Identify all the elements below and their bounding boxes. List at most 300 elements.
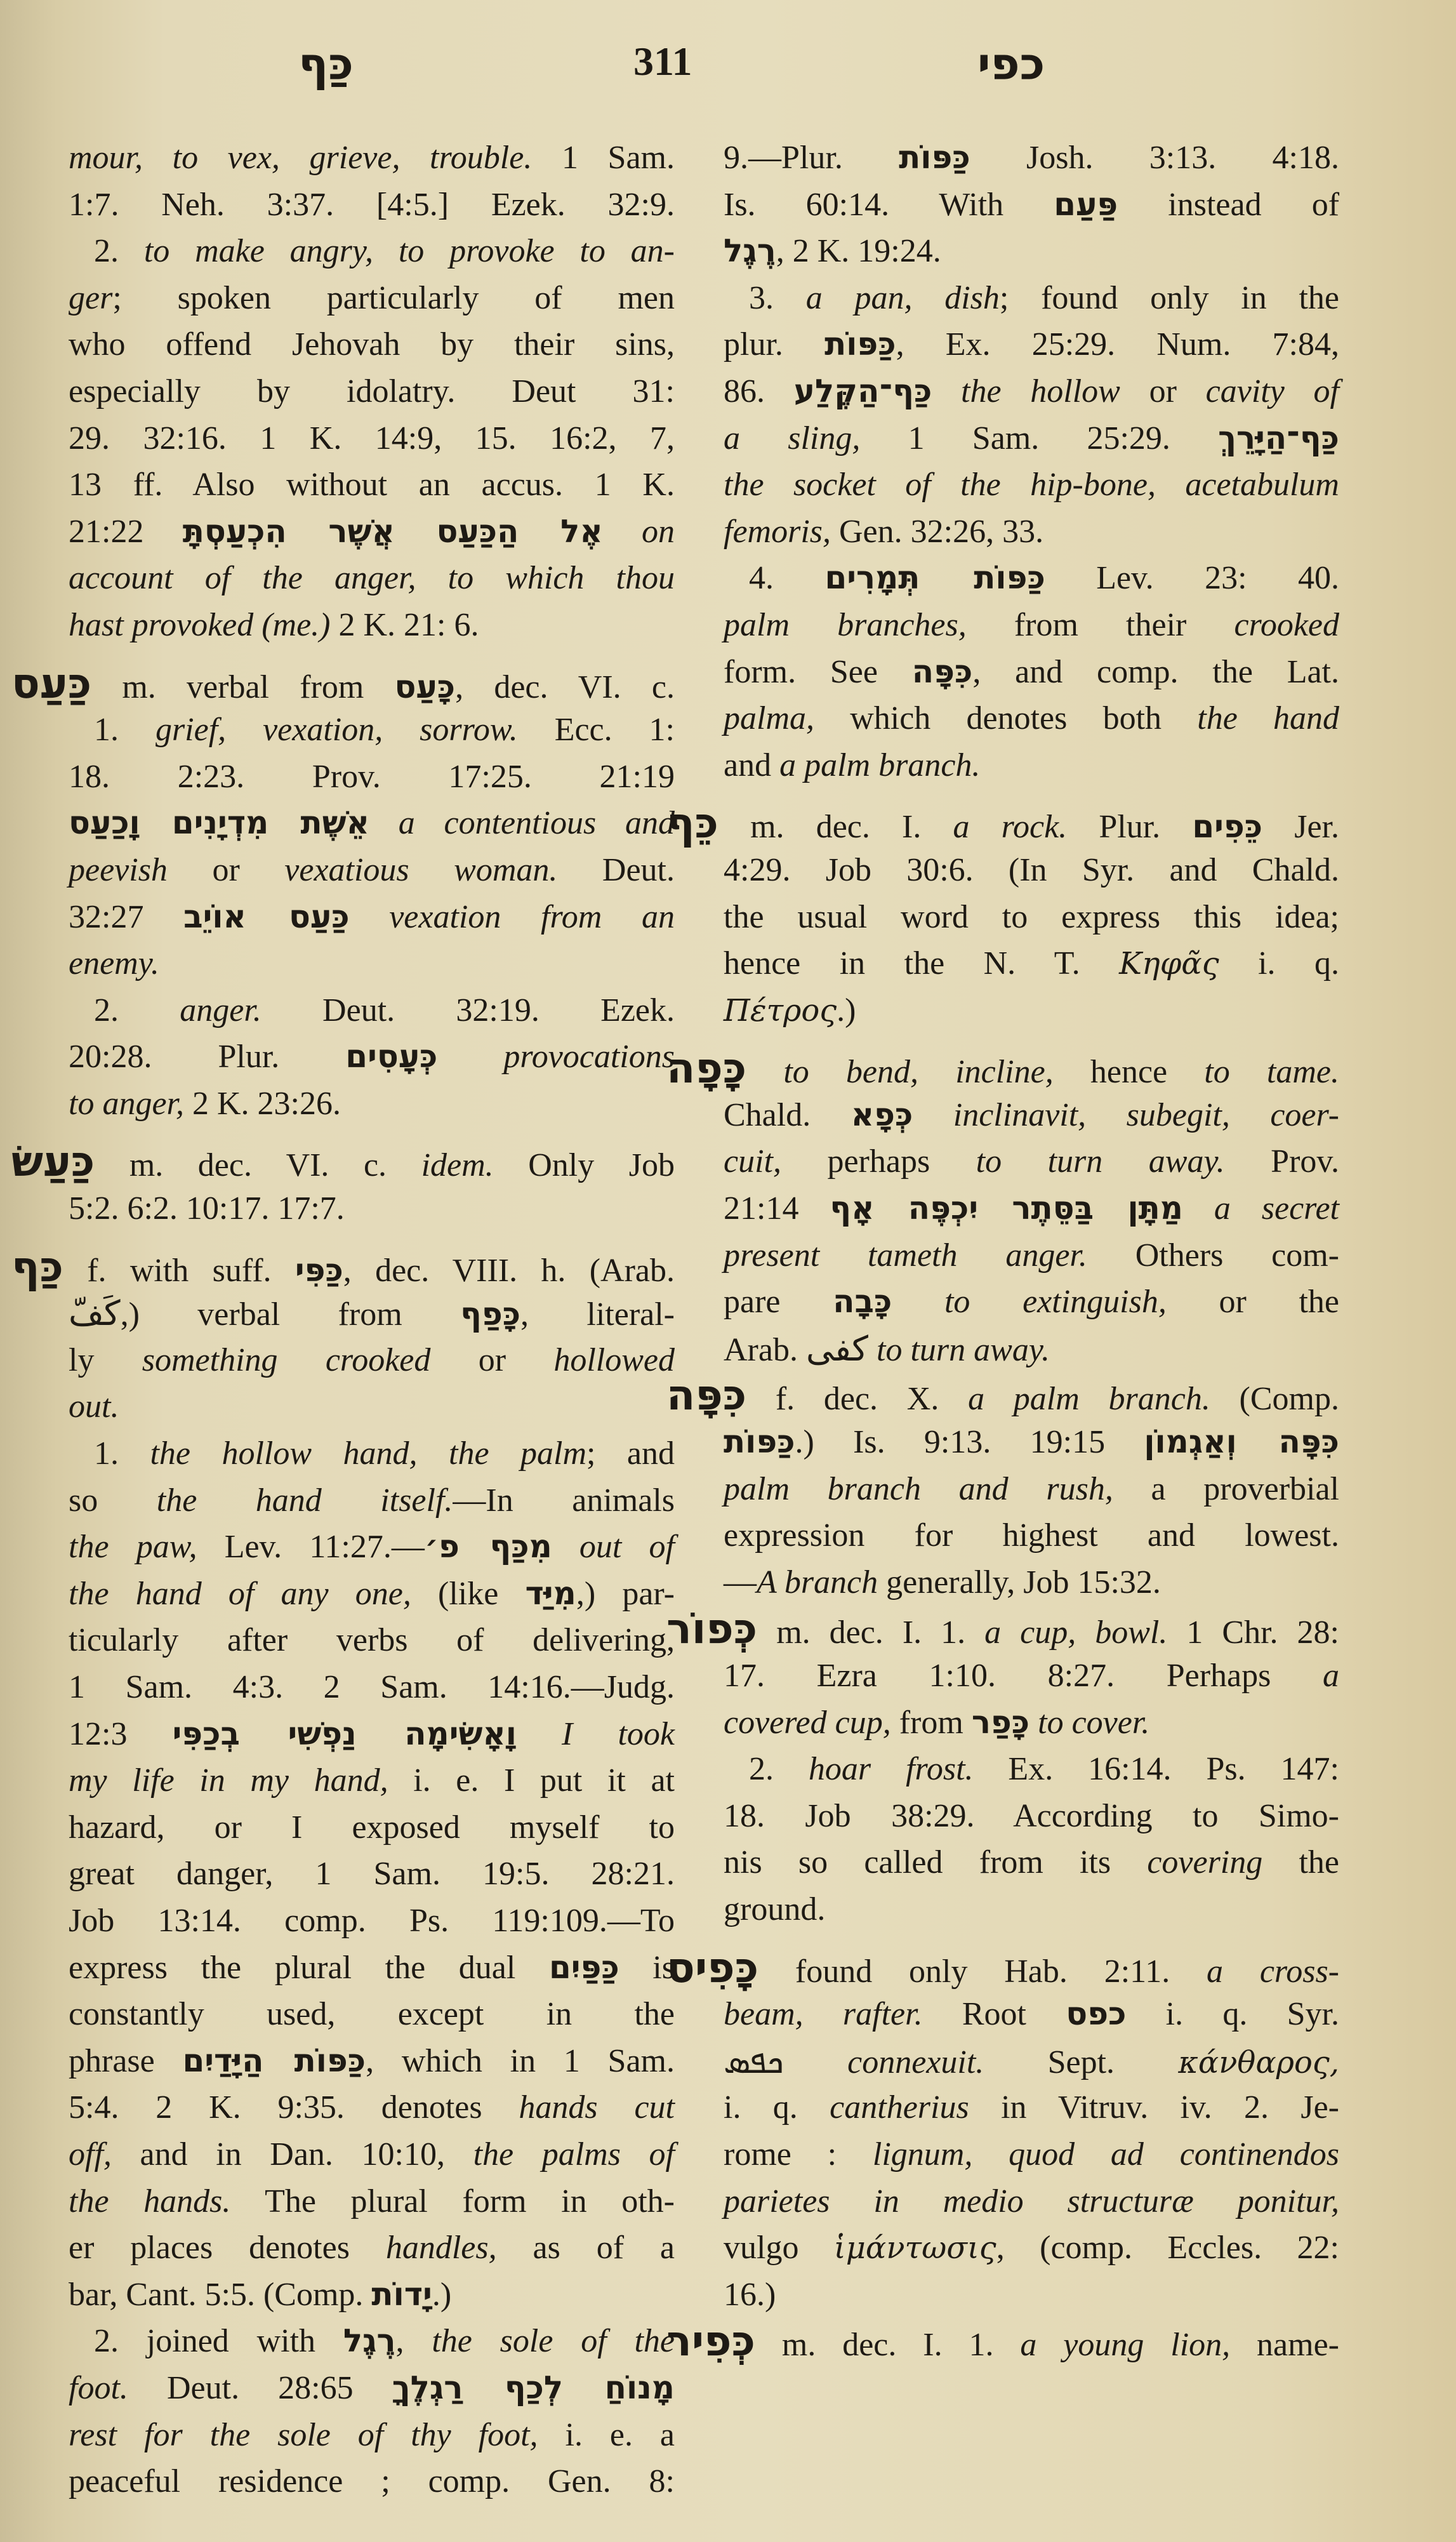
body-text: or: [430, 1341, 554, 1378]
hebrew-text: כַּפַּיִם: [548, 1948, 619, 1986]
body-text: peaceful residence ; comp. Gen. 8:: [69, 2463, 675, 2500]
italic-gloss: off,: [69, 2136, 112, 2173]
hebrew-text: כְּעָסִים: [345, 1038, 438, 1075]
italic-gloss: vexatious woman.: [284, 851, 558, 888]
body-text: m. dec. I. 1.: [755, 2327, 1021, 2364]
body-text: i. q.: [724, 2089, 830, 2126]
italic-gloss: palm branch and rush,: [724, 1470, 1113, 1507]
italic-gloss: lignum, quod ad continendos: [872, 2136, 1339, 2173]
text-line: [69, 2272, 675, 2319]
body-text: in Vitruv. iv. 2. Je-: [969, 2089, 1339, 2126]
text-line: [69, 1290, 675, 1337]
body-text: instead of: [1118, 186, 1340, 223]
text-line: [69, 321, 675, 368]
body-text: plur.: [724, 326, 825, 363]
body-text: rome :: [724, 2136, 873, 2173]
italic-gloss: crooked: [1234, 606, 1339, 643]
italic-gloss: A branch: [757, 1564, 878, 1600]
body-text: or: [167, 851, 285, 888]
entry-headword: כָּפָה: [666, 1044, 747, 1093]
text-line: [69, 1664, 675, 1711]
entry-start-line: [11, 660, 675, 707]
page-number: 311: [633, 39, 692, 84]
foreign-script-text: كفى: [805, 1328, 868, 1369]
body-text: Deut.: [557, 851, 675, 888]
body-text: f. with suff.: [63, 1252, 295, 1289]
text-line: [724, 847, 1339, 894]
italic-gloss: grief, vexation, sorrow.: [155, 712, 518, 749]
text-line: [724, 2272, 1339, 2319]
body-text: (like: [411, 1575, 526, 1612]
body-text: ,) par-: [576, 1575, 675, 1612]
body-text: m. dec. I.: [718, 809, 953, 846]
body-text: i. q.: [1219, 945, 1339, 982]
body-text: 9.—Plur.: [724, 140, 899, 176]
body-text: Josh. 3:13. 4:18.: [970, 140, 1339, 176]
text-line: [724, 275, 1339, 322]
body-text: 1.: [94, 712, 156, 749]
body-text: from their: [966, 606, 1234, 643]
body-text: as of a: [496, 2230, 675, 2266]
italic-gloss: my life in my hand,: [69, 1762, 388, 1799]
hebrew-text: מִיַּד: [525, 1574, 576, 1612]
body-text: , dec. VIII. h. (Arab.: [343, 1252, 675, 1289]
text-line: [69, 1757, 675, 1804]
hebrew-text: כָּבָה: [833, 1283, 892, 1321]
italic-gloss: the hand itself.: [156, 1482, 453, 1519]
text-line: [724, 1419, 1339, 1466]
foreign-script-text: كَفّ: [69, 1293, 121, 1334]
body-text: nis so called from its: [724, 1844, 1148, 1881]
hebrew-text: כַּפּוֹת: [824, 326, 896, 363]
body-text: 16.): [724, 2276, 776, 2313]
body-text: 2 K. 21: 6.: [330, 606, 479, 643]
body-text: Plur.: [1067, 809, 1193, 846]
body-text: ,) verbal from: [120, 1296, 461, 1333]
text-line: [724, 602, 1339, 649]
text-line: [724, 1700, 1339, 1747]
hebrew-text: כִּפָּה: [911, 653, 973, 690]
text-line: [724, 1279, 1339, 1326]
hebrew-text: כַּפּוֹת תְּמָרִים: [824, 559, 1045, 597]
italic-gloss: something crooked: [142, 1341, 431, 1378]
text-line: [724, 1185, 1339, 1232]
greek-text: κάνθαρος,: [1178, 2044, 1339, 2080]
text-line: [724, 1746, 1339, 1793]
entry-headword: כַּף: [11, 1242, 63, 1291]
text-line: [69, 2225, 675, 2272]
body-text: 4:29. Job 30:6. (In Syr. and Chald.: [724, 851, 1339, 888]
body-text: or the: [1166, 1284, 1339, 1321]
italic-gloss: cuit,: [724, 1143, 781, 1180]
text-line: [69, 1477, 675, 1524]
entry-start-line: [666, 2318, 1339, 2365]
hebrew-text: כַּף־הַיָּרֵךְ: [1218, 419, 1339, 456]
hebrew-text: כְּפָא: [850, 1096, 913, 1133]
italic-gloss: palm branches,: [724, 606, 967, 643]
text-line: [69, 1991, 675, 2038]
entry-headword: כַּעַשׂ: [11, 1137, 95, 1187]
body-text: vulgo: [724, 2230, 834, 2266]
body-text: Lev. 11:27.—: [197, 1529, 425, 1566]
body-text: constantly used, except in the: [69, 1996, 675, 2033]
text-line: [69, 707, 675, 754]
italic-gloss: palma,: [724, 700, 814, 737]
italic-gloss: rest for the sole of thy foot,: [69, 2416, 538, 2453]
body-text: m. dec. VI. c.: [95, 1147, 421, 1184]
right-guide-word: כפי: [977, 38, 1045, 90]
body-text: Jer.: [1262, 809, 1339, 846]
text-line: [69, 2365, 675, 2412]
entry-headword: כִּפָּה: [666, 1371, 747, 1420]
italic-gloss: the hollow hand, the palm: [150, 1435, 587, 1472]
text-line: [724, 1653, 1339, 1700]
body-text: ; found only in the: [999, 279, 1340, 316]
body-text: a proverbial: [1113, 1470, 1339, 1507]
italic-gloss: a: [1323, 1658, 1339, 1694]
body-text: —In animals: [453, 1482, 675, 1519]
text-line: [724, 2038, 1339, 2085]
text-line: [724, 415, 1339, 462]
hebrew-text: רֶגֶל: [724, 232, 776, 270]
entry-start-line: [666, 1045, 1339, 1092]
text-line: [724, 368, 1339, 415]
entry-headword: כַּעַס: [11, 658, 92, 708]
greek-text: ἱμάντωσις: [833, 2230, 996, 2266]
body-text: who offend Jehovah by their sins,: [69, 326, 675, 363]
body-text: generally, Job 15:32.: [878, 1564, 1161, 1600]
hebrew-text: אֵשֶׁת מִדְיָנִים וָכַעַס: [69, 804, 369, 842]
body-text: phrase: [69, 2042, 183, 2079]
left-guide-word: כַּף: [298, 38, 354, 90]
body-text: and: [724, 747, 780, 783]
hebrew-text: כַּפִּי: [295, 1251, 343, 1289]
hebrew-text: כַּפּוֹת: [899, 139, 970, 176]
hebrew-text: כֵּפִים: [1192, 808, 1263, 846]
body-text: hazard, or I exposed myself to: [69, 1809, 675, 1846]
body-text: form. See: [724, 653, 912, 690]
entry-start-line: [11, 1138, 675, 1185]
italic-gloss: hands cut: [519, 2089, 675, 2126]
text-line: [724, 1886, 1339, 1933]
italic-gloss: foot.: [69, 2369, 128, 2406]
body-text: is: [619, 1949, 675, 1986]
italic-gloss: cavity of: [1205, 373, 1339, 409]
italic-gloss: a young lion,: [1020, 2327, 1231, 2364]
body-text: Lev. 23: 40.: [1045, 560, 1339, 597]
text-line: [724, 1232, 1339, 1279]
text-line: [69, 987, 675, 1034]
body-text: Sept.: [984, 2044, 1179, 2080]
italic-gloss: a cross-: [1207, 1953, 1339, 1990]
italic-gloss: peevish: [69, 851, 168, 888]
italic-gloss: parietes in medio structuræ ponitur,: [724, 2183, 1339, 2219]
text-line: [69, 894, 675, 941]
body-text: 20:28. Plur.: [69, 1039, 346, 1075]
hebrew-text: כפס: [1066, 1995, 1127, 2033]
hebrew-text: כָּפַף: [460, 1296, 521, 1333]
body-text: express the plural the dual: [69, 1949, 549, 1986]
body-text: 1 Chr. 28:: [1167, 1614, 1339, 1651]
body-text: .): [432, 2276, 452, 2313]
body-text: Only Job: [493, 1147, 675, 1184]
body-text: Deut. 32:19. Ezek.: [261, 992, 675, 1028]
italic-gloss: the sole of the: [432, 2323, 675, 2360]
text-line: [69, 2178, 675, 2225]
hebrew-text: יָדוֹת: [371, 2275, 432, 2313]
italic-gloss: to tame.: [1204, 1054, 1339, 1091]
body-text: Chald.: [724, 1096, 851, 1133]
text-line: [724, 228, 1339, 275]
entry-start-line: [666, 800, 1339, 847]
text-line: [69, 2458, 675, 2505]
right-column: [666, 135, 1340, 2366]
text-line: [724, 1793, 1339, 1840]
italic-gloss: the hand: [1197, 700, 1339, 737]
hebrew-text: רֶגֶל: [343, 2322, 396, 2360]
body-text: 4.: [749, 560, 825, 597]
italic-gloss: a palm branch.: [968, 1381, 1210, 1418]
entry-headword: כָּפִיס: [666, 1943, 759, 1992]
text-line: [69, 847, 675, 894]
body-text: .) Is. 9:13. 19:15: [795, 1424, 1144, 1461]
body-text: 29. 32:16. 1 K. 14:9, 15. 16:2, 7,: [69, 420, 675, 456]
body-text: ; and: [586, 1435, 675, 1472]
body-text: Ex. 16:14. Ps. 147:: [973, 1751, 1339, 1788]
body-text: ; spoken particularly of men: [112, 279, 675, 316]
body-text: Job 13:14. comp. Ps. 119:109.—To: [69, 1902, 675, 1939]
italic-gloss: to extinguish,: [892, 1284, 1167, 1321]
italic-gloss: mour, to vex, grieve, trouble.: [69, 140, 533, 176]
italic-gloss: ger: [69, 279, 113, 316]
italic-gloss: covering: [1147, 1844, 1263, 1881]
text-line: [724, 1559, 1339, 1606]
body-text: 18. Job 38:29. According to Simo-: [724, 1797, 1339, 1834]
body-text: 18. 2:23. Prov. 17:25. 21:19: [69, 758, 675, 795]
hebrew-text: כַּעַס אוֹיֵב: [183, 898, 350, 935]
text-line: [724, 182, 1339, 229]
body-text: —: [724, 1564, 757, 1600]
text-line: [69, 555, 675, 602]
text-line: [724, 742, 1339, 789]
italic-gloss: idem.: [421, 1147, 494, 1184]
italic-gloss: enemy.: [69, 945, 159, 982]
body-text: ticularly after verbs of delivering,: [69, 1622, 675, 1659]
body-text: hence in the N. T.: [724, 945, 1120, 982]
italic-gloss: account of the anger, to which thou: [69, 560, 675, 597]
text-line: [69, 2084, 675, 2131]
body-text: , Ex. 25:29. Num. 7:84,: [896, 326, 1339, 363]
body-text: 1 Sam. 25:29.: [860, 420, 1219, 456]
text-line: [724, 2178, 1339, 2225]
body-text: (Comp.: [1210, 1381, 1339, 1418]
body-text: i. e. a: [538, 2416, 675, 2453]
italic-gloss: vexation from an: [349, 898, 675, 935]
text-line: [724, 1092, 1339, 1139]
text-line: [69, 135, 675, 182]
italic-gloss: to bend, incline,: [746, 1054, 1054, 1091]
body-text: 12:3: [69, 1715, 173, 1752]
body-text: expression for highest and lowest.: [724, 1517, 1339, 1554]
body-text: i. e. I put it at: [388, 1762, 675, 1799]
body-text: the: [1262, 1844, 1340, 1881]
hebrew-text: מִכַּף פ׳: [424, 1528, 552, 1566]
body-text: 1:7. Neh. 3:37. [4:5.] Ezek. 32:9.: [69, 186, 675, 223]
hebrew-text: כָּפַר: [971, 1703, 1030, 1741]
body-text: , 2 K. 19:24.: [776, 233, 941, 270]
italic-gloss: to make angry, to provoke to an-: [143, 233, 675, 270]
body-text: ground.: [724, 1891, 826, 1927]
text-line: [69, 2412, 675, 2459]
text-line: [724, 1326, 1339, 1373]
body-text: 21:14: [724, 1190, 830, 1227]
text-line: [69, 1571, 675, 1618]
hebrew-text: פַּעַם: [1054, 185, 1118, 223]
body-text: found only Hab. 2:11.: [758, 1953, 1207, 1990]
hebrew-text: מַתָּן בַּסֵּתֶר יִכְפֶּה אָף: [830, 1190, 1183, 1227]
text-line: [724, 940, 1339, 987]
italic-gloss: provocations: [437, 1039, 675, 1075]
italic-gloss: to cover.: [1029, 1704, 1150, 1741]
body-text: 2.: [94, 992, 180, 1028]
body-text: 1 Sam.: [532, 140, 675, 176]
text-line: [724, 1512, 1339, 1559]
body-text: Arab.: [724, 1331, 806, 1368]
body-text: , literal-: [520, 1296, 675, 1333]
body-text: ly: [69, 1341, 142, 1378]
body-text: especially by idolatry. Deut 31:: [69, 373, 675, 409]
body-text: The plural form in oth-: [230, 2183, 675, 2219]
italic-gloss: on: [602, 513, 675, 550]
body-text: which denotes both: [814, 700, 1198, 737]
body-text: and in Dan. 10:10,: [111, 2136, 473, 2173]
hebrew-text: מָנוֹחַ לְכַף רַגְלֶךָ: [392, 2369, 675, 2406]
text-line: [724, 894, 1339, 941]
text-line: [69, 602, 675, 649]
italic-gloss: the socket of the hip-bone, acetabulum: [724, 467, 1339, 503]
text-line: [69, 1081, 675, 1128]
italic-gloss: the hollow: [932, 373, 1120, 409]
body-text: , which in 1 Sam.: [366, 2042, 675, 2079]
body-text: 17. Ezra 1:10. 8:27. Perhaps: [724, 1658, 1323, 1694]
body-text: 21:22: [69, 513, 183, 550]
hebrew-text: כַּפּוֹת הַיָּדַיִם: [182, 2042, 366, 2079]
body-text: 5:4. 2 K. 9:35. denotes: [69, 2089, 519, 2126]
body-text: m. verbal from: [91, 669, 395, 705]
text-line: [69, 1851, 675, 1898]
body-text: pare: [724, 1284, 833, 1321]
body-text: Root: [922, 1996, 1066, 2033]
text-line: [724, 695, 1339, 742]
italic-gloss: a pan, dish: [805, 279, 1000, 316]
body-text: f. dec. X.: [746, 1381, 969, 1418]
text-line: [724, 1991, 1339, 2038]
text-line: [69, 415, 675, 462]
italic-gloss: handles,: [385, 2230, 497, 2266]
entry-headword: כְּפִיר: [666, 2317, 755, 2366]
body-text: Prov.: [1224, 1143, 1340, 1180]
italic-gloss: a sling,: [724, 420, 861, 456]
italic-gloss: a cup, bowl.: [984, 1614, 1168, 1651]
text-line: [69, 228, 675, 275]
running-header: [0, 38, 1456, 95]
body-text: hence: [1053, 1054, 1205, 1091]
body-text: 1 Sam. 4:3. 2 Sam. 14:16.—Judg.: [69, 1669, 675, 1705]
text-line: [69, 1185, 675, 1232]
italic-gloss: to anger,: [69, 1085, 184, 1122]
body-text: 13 ff. Also without an accus. 1 K.: [69, 467, 675, 503]
hebrew-text: כִּפָּה וְאַגְמוֹן: [1144, 1423, 1339, 1461]
italic-gloss: a palm branch.: [779, 747, 981, 783]
body-text: , dec. VI. c.: [455, 669, 675, 705]
entry-start-line: [666, 1945, 1339, 1992]
body-text: er places denotes: [69, 2230, 386, 2266]
text-line: [69, 275, 675, 322]
hebrew-text: וָאָשִׂימָה נַפְשִׁי בְכַפִּי: [172, 1715, 517, 1752]
body-text: name-: [1230, 2327, 1339, 2364]
text-line: [69, 800, 675, 847]
body-text: great danger, 1 Sam. 19:5. 28:21.: [69, 1856, 675, 1893]
italic-gloss: cantherius: [830, 2089, 969, 2126]
body-text: i. q. Syr.: [1126, 1996, 1339, 2033]
body-text: 86.: [724, 373, 794, 409]
foreign-script-text: ܟܦܣ: [724, 2040, 784, 2081]
body-text: Is. 60:14. With: [724, 186, 1054, 223]
text-line: [69, 2038, 675, 2085]
text-line: [69, 1383, 675, 1430]
hebrew-text: כַּף־הַקֶּלַע: [793, 372, 932, 409]
body-text: so: [69, 1482, 157, 1519]
italic-gloss: femoris,: [724, 513, 831, 550]
body-text: Gen. 32:26, 33.: [831, 513, 1044, 550]
text-line: [69, 462, 675, 509]
text-line: [69, 182, 675, 229]
text-line: [69, 1945, 675, 1992]
text-line: [724, 2084, 1339, 2131]
hebrew-text: אֶל הַכַּעַס אֲשֶׁר הִכְעַסְתָּ: [182, 512, 603, 550]
italic-gloss: to turn away.: [976, 1143, 1225, 1180]
left-column: [11, 135, 675, 2505]
text-line: [724, 2225, 1339, 2272]
body-text: Others com-: [1087, 1237, 1339, 1274]
text-line: [724, 649, 1339, 696]
text-line: [69, 1524, 675, 1571]
body-text: 2. joined with: [94, 2323, 343, 2360]
text-line: [69, 1430, 675, 1477]
italic-gloss: the hand of any one,: [69, 1575, 411, 1612]
italic-gloss: present tameth anger.: [724, 1237, 1087, 1274]
body-text: 2.: [749, 1751, 809, 1788]
text-line: [724, 135, 1339, 182]
text-line: [69, 2318, 675, 2365]
italic-gloss: a secret: [1182, 1190, 1339, 1227]
body-text: 2.: [94, 233, 144, 270]
body-text: bar, Cant. 5:5. (Comp.: [69, 2276, 372, 2313]
body-text: Ecc. 1:: [517, 712, 675, 749]
italic-gloss: out.: [69, 1388, 119, 1425]
body-text: Deut. 28:65: [128, 2369, 392, 2406]
text-line: [69, 368, 675, 415]
body-text: 2 K. 23:26.: [184, 1085, 341, 1122]
italic-gloss: hast provoked (me.): [69, 606, 331, 643]
text-line: [724, 321, 1339, 368]
body-text: from: [890, 1704, 972, 1741]
italic-gloss: connexuit.: [783, 2044, 984, 2080]
body-text: ,: [395, 2323, 432, 2360]
body-text: perhaps: [781, 1143, 976, 1180]
italic-gloss: hollowed: [553, 1341, 675, 1378]
entry-start-line: [11, 1244, 675, 1291]
